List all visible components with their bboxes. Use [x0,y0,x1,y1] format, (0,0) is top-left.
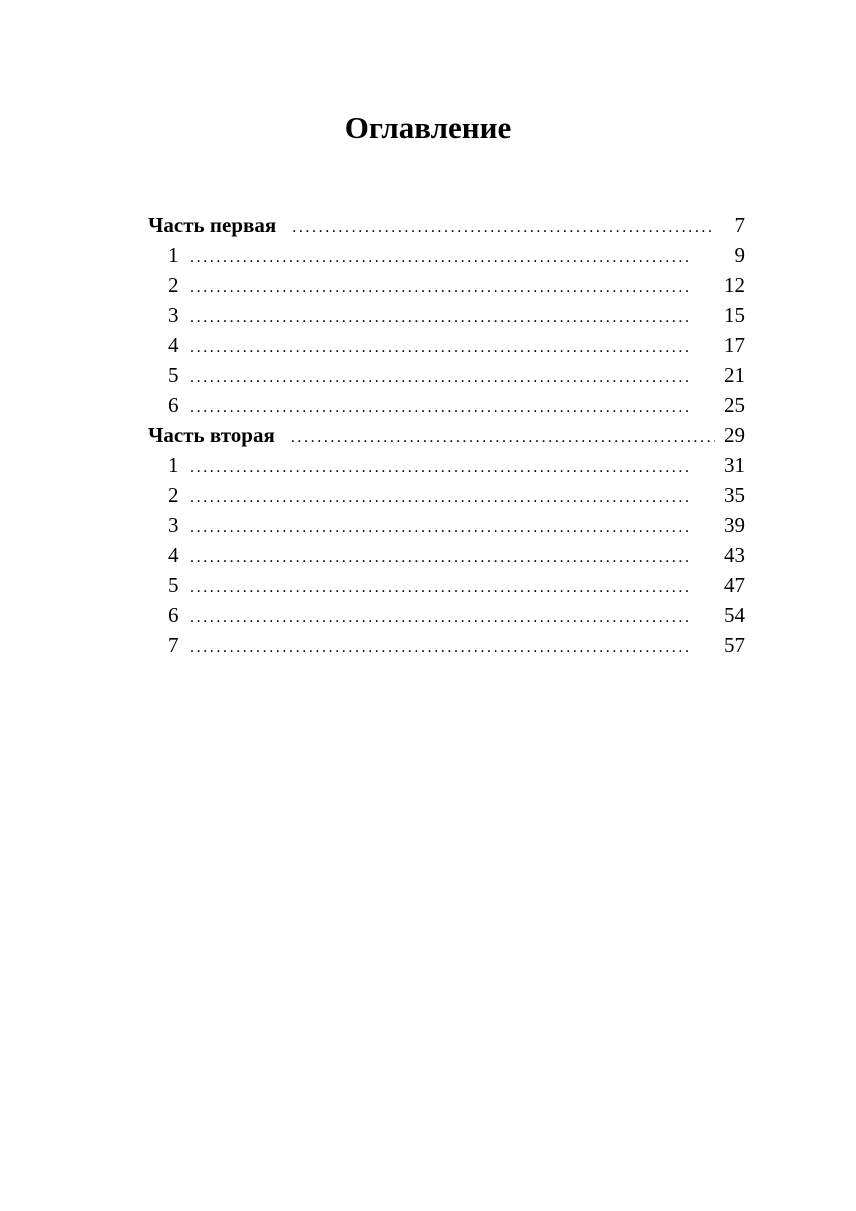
toc-entry-label: 4 [168,543,179,567]
dot-leader [190,573,715,603]
toc-entry-chapter[interactable] [148,630,745,660]
dot-leader [190,243,715,273]
toc-entry-page: 35 [724,483,745,507]
dot-leader [190,363,715,393]
dot-leader [190,273,715,303]
dot-leader [190,333,715,363]
toc-entry-chapter[interactable] [148,510,745,540]
dot-leader [190,483,715,513]
toc-entry-page: 15 [724,303,745,327]
dot-leader [190,393,715,423]
toc-entry-chapter[interactable] [148,570,745,600]
toc-entry-chapter[interactable] [148,240,745,270]
toc-entry-chapter[interactable] [148,450,745,480]
toc-entry-label: 5 [168,573,179,597]
toc-entry-page: 57 [724,633,745,657]
toc-entry-chapter[interactable] [148,600,745,630]
toc-entry-part-1[interactable] [148,210,745,240]
toc-entry-page: 29 [724,423,745,447]
dot-leader [190,543,715,573]
toc-entry-chapter[interactable] [148,480,745,510]
toc-entry-label: 5 [168,363,179,387]
toc-entry-label: 2 [168,483,179,507]
toc-entry-page: 39 [724,513,745,537]
toc-entry-label: Часть первая [148,213,277,237]
toc-entry-page: 21 [724,363,745,387]
dot-leader [190,633,715,663]
toc-entry-page: 17 [724,333,745,357]
toc-entry-page: 47 [724,573,745,597]
toc-entry-page: 7 [734,213,745,237]
toc-entry-page: 12 [724,273,745,297]
toc-entry-part-2[interactable] [148,420,745,450]
toc-entry-chapter[interactable] [148,540,745,570]
toc-entry-chapter[interactable] [148,330,745,360]
page-title: Оглавление [344,110,512,145]
toc-entry-page: 9 [734,243,745,267]
toc-entry-label: Часть вторая [148,423,275,447]
toc-entry-label: 6 [168,393,179,417]
toc-entry-page: 25 [724,393,745,417]
dot-leader [190,453,715,483]
toc-entry-chapter[interactable] [148,390,745,420]
toc-entry-chapter[interactable] [148,360,745,390]
toc-entry-label: 3 [168,513,179,537]
toc-entry-page: 54 [724,603,745,627]
dot-leader [190,603,715,633]
toc-entry-chapter[interactable] [148,300,745,330]
toc-entry-label: 2 [168,273,179,297]
toc-entry-label: 1 [168,453,179,477]
toc-entry-label: 4 [168,333,179,357]
toc-entry-chapter[interactable] [148,270,745,300]
toc-entry-label: 6 [168,603,179,627]
dot-leader [292,213,715,243]
toc-entry-page: 31 [724,453,745,477]
dot-leader [291,423,715,453]
toc-entry-label: 1 [168,243,179,267]
table-of-contents [148,210,745,660]
toc-entry-page: 43 [724,543,745,567]
toc-entry-label: 3 [168,303,179,327]
toc-entry-label: 7 [168,633,179,657]
dot-leader [190,303,715,333]
dot-leader [190,513,715,543]
